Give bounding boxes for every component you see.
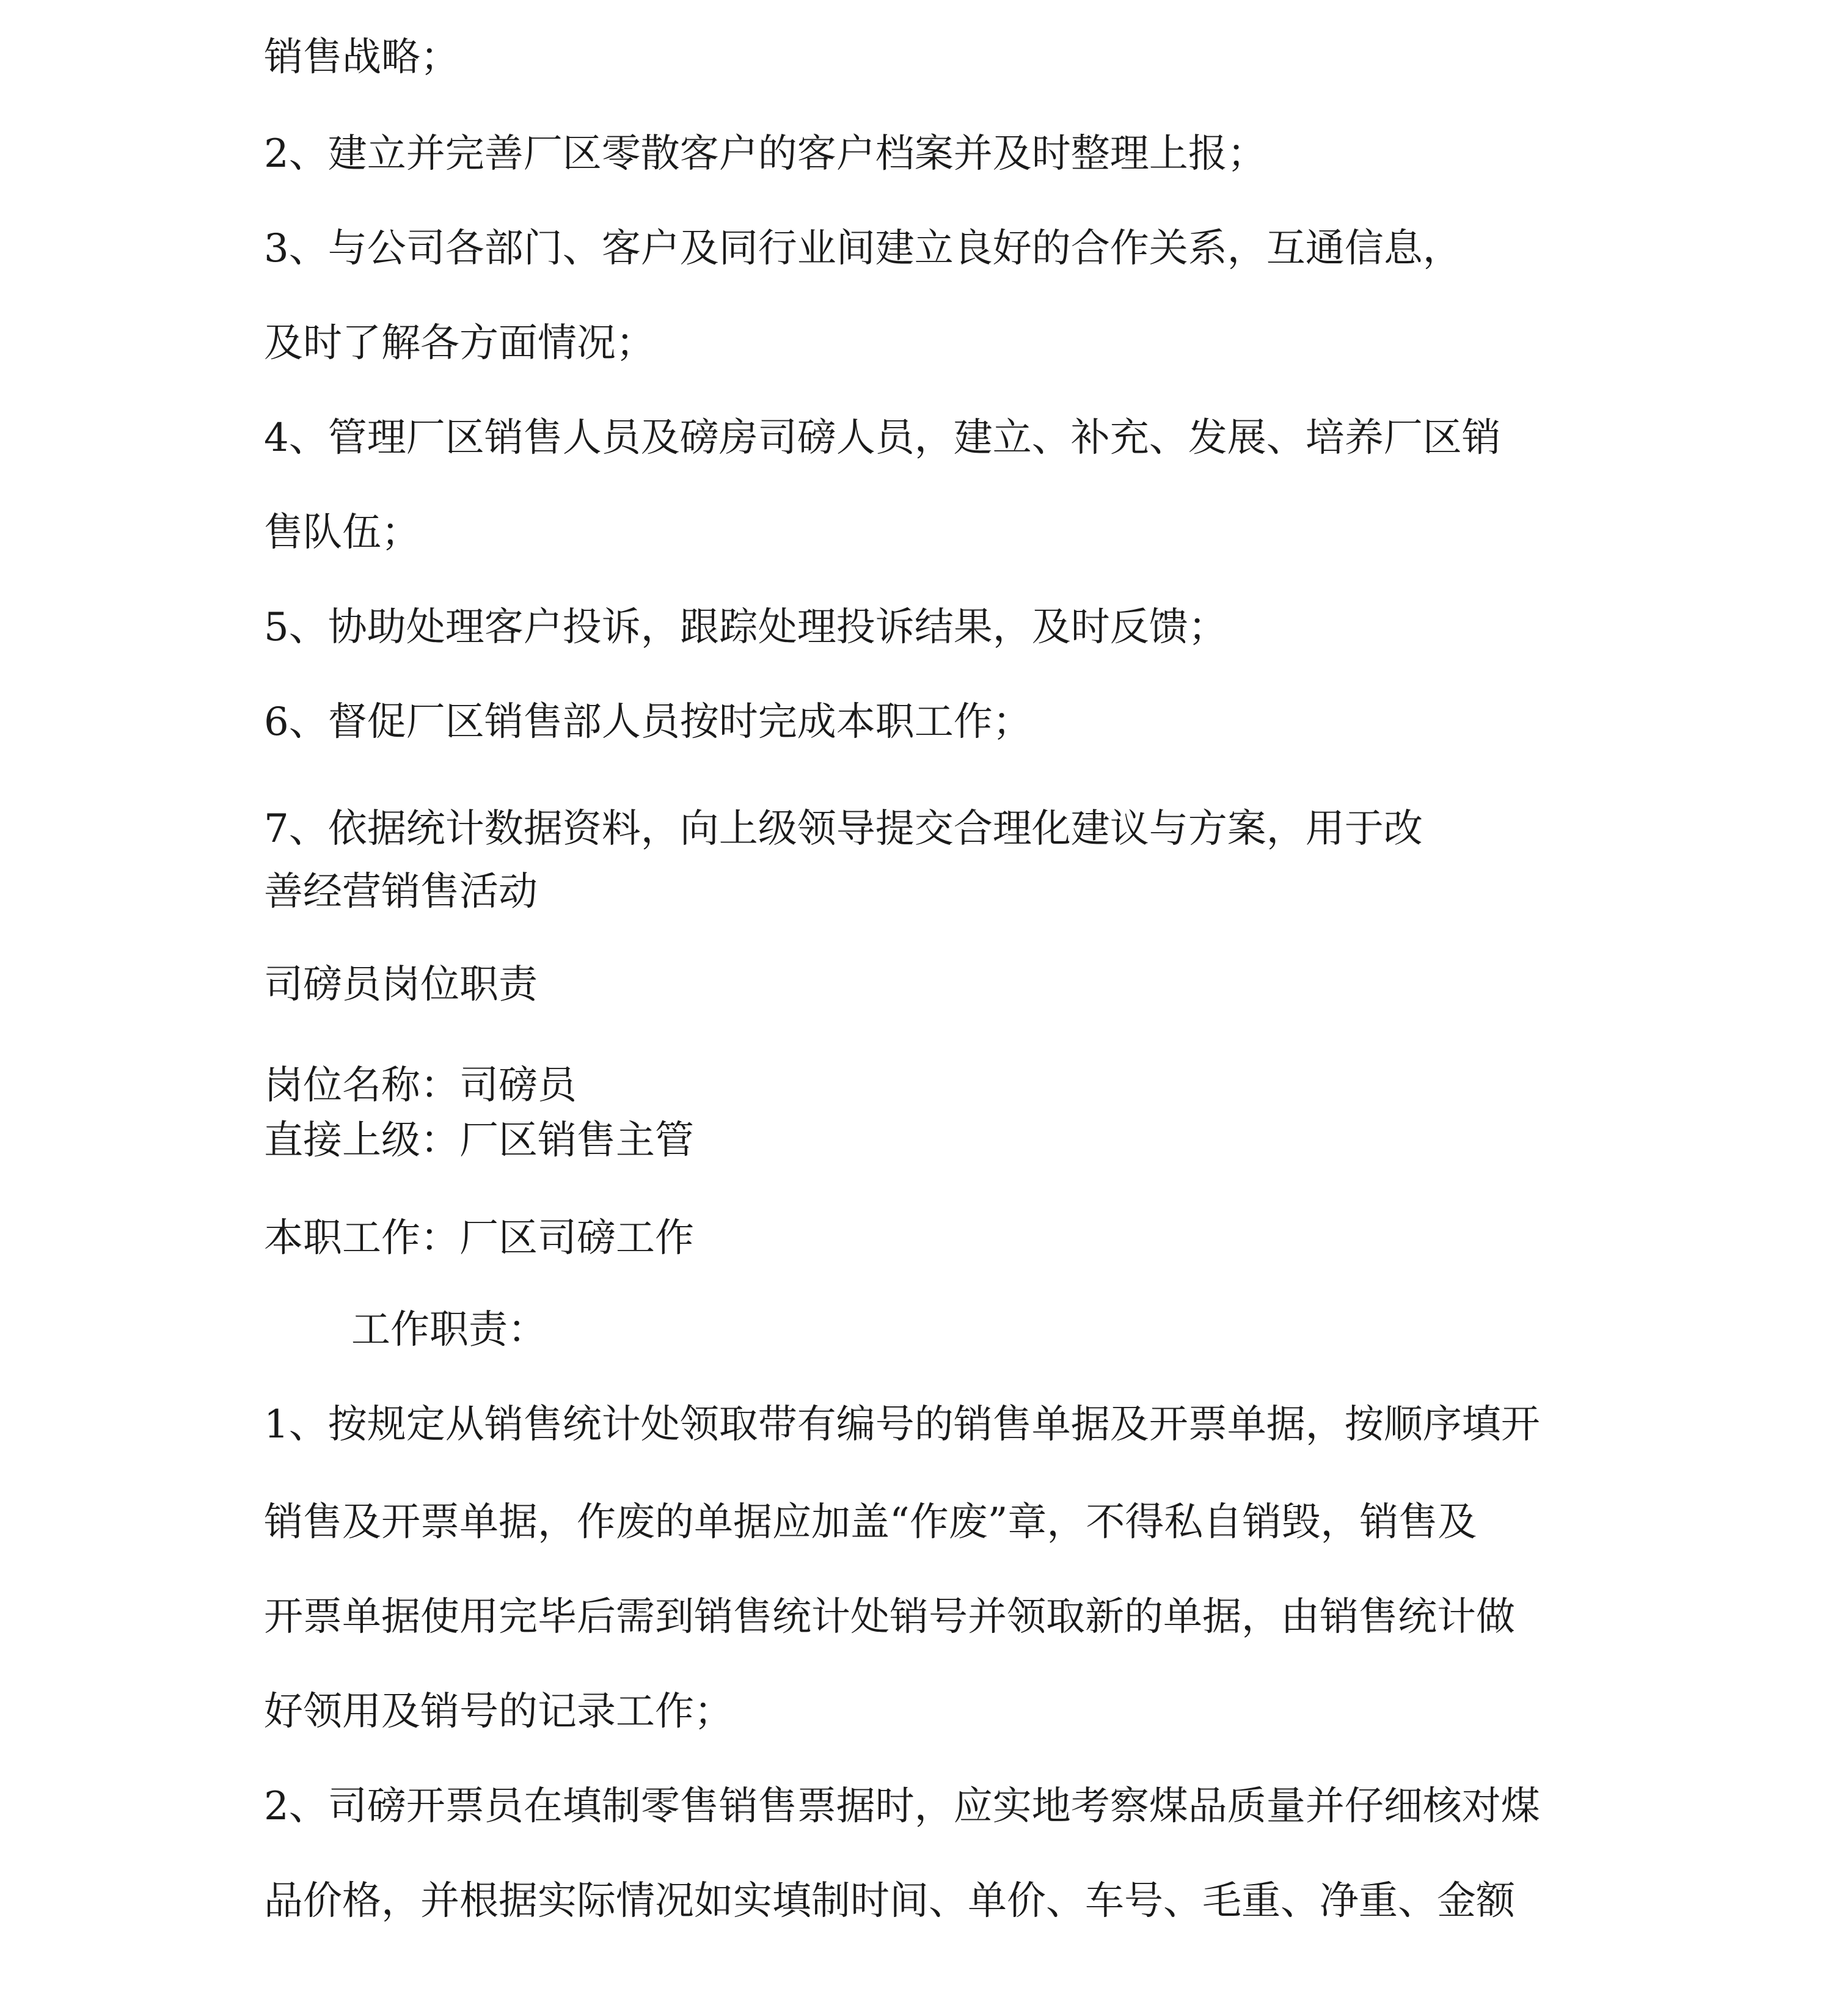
- text-line-19: 好领用及销号的记录工作；: [264, 1689, 733, 1734]
- text-line-6: 售队伍；: [264, 510, 420, 555]
- job-duty-line: 本职工作：厂区司磅工作: [264, 1216, 694, 1261]
- text-line-17: 销售及开票单据，作废的单据应加盖“作废”章，不得私自销毁，销售及: [264, 1500, 1477, 1545]
- text-line-20: 2、司磅开票员在填制零售销售票据时，应实地考察煤品质量并仔细核对煤: [264, 1784, 1540, 1829]
- responsibilities-heading: 工作职责：: [351, 1307, 547, 1353]
- text-line-4: 及时了解各方面情况；: [264, 321, 655, 366]
- text-line-8: 6、督促厂区销售部人员按时完成本职工作；: [264, 699, 1032, 745]
- text-line-16: 1、按规定从销售统计处领取带有编号的销售单据及开票单据，按顺序填开: [264, 1402, 1540, 1447]
- section-title: 司磅员岗位职责: [264, 962, 538, 1007]
- text-line-3: 3、与公司各部门、客户及同行业间建立良好的合作关系，互通信息，: [264, 226, 1462, 271]
- text-line-9: 7、依据统计数据资料，向上级领导提交合理化建议与方案，用于改: [264, 806, 1423, 852]
- text-line-10: 善经营销售活动: [264, 869, 538, 915]
- position-name-line: 岗位名称：司磅员: [264, 1063, 577, 1108]
- text-line-1: 销售战略；: [264, 35, 459, 80]
- supervisor-line: 直接上级：厂区销售主管: [264, 1118, 694, 1163]
- text-line-21: 品价格，并根据实际情况如实填制时间、单价、车号、毛重、净重、金额: [264, 1879, 1515, 1924]
- text-line-2: 2、建立并完善厂区零散客户的客户档案并及时整理上报；: [264, 131, 1266, 177]
- text-line-5: 4、管理厂区销售人员及磅房司磅人员，建立、补充、发展、培养厂区销: [264, 415, 1501, 461]
- text-line-18: 开票单据使用完毕后需到销售统计处销号并领取新的单据，由销售统计做: [264, 1594, 1515, 1640]
- text-line-7: 5、协助处理客户投诉，跟踪处理投诉结果，及时反馈；: [264, 605, 1227, 650]
